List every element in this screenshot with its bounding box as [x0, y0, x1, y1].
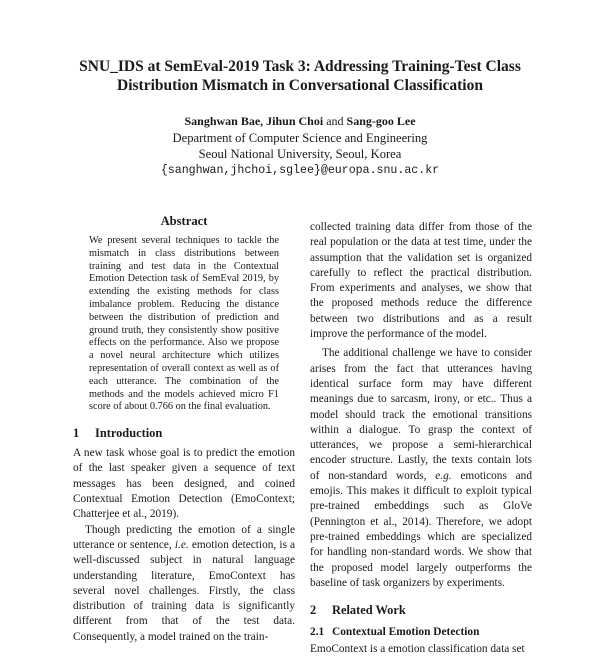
right-paragraph-2 — [310, 346, 532, 591]
right-p2-part-a: The additional challenge we have to consider arises from the fact that utterances having identical surface form may have different meanings due to sarcasm, irony, or etc.. Thus a model should track the emotional transitions within a dialogue. To grasp the context of utterances, we propose a semi-hierarchical encoder structure. Lastly, the texts contain lots of non-standard words, — [310, 347, 532, 482]
abstract-heading: Abstract — [160, 214, 208, 228]
section-number: 2 — [310, 603, 317, 618]
title-line-1: SNU_IDS at SemEval-2019 Task 3: Addressing Training-Test Class — [79, 58, 521, 75]
author-name-1: Sanghwan Bae, Jihun Choi — [184, 114, 324, 128]
intro-p2-ie: i.e. — [174, 538, 189, 551]
section-heading-related-work — [310, 603, 532, 618]
intro-paragraph-2 — [73, 523, 295, 645]
subsection-title: Contextual Emotion Detection — [332, 626, 480, 639]
section-heading-introduction — [73, 426, 295, 441]
right-p2-eg: e.g. — [435, 469, 452, 482]
intro-p2-part-b: emotion detection, is a well-discussed subject in natural language understanding literature, EmoContext has several novel challenges. Firstly, the class distribution of training data is significantly different from that of the test data. Consequently, a model trained on the train- — [73, 538, 295, 643]
right-paragraph-3: EmoContext is a emotion classification data set — [310, 643, 525, 656]
author-names — [70, 113, 530, 130]
left-column — [73, 214, 295, 645]
right-paragraph-1: collected training data differ from those of the real population or the data at test time, under the assumption that the validation set is organized carefully to reflect the practical distribution. From experiments and analyses, we show that the proposed methods reduce the difference between two distributions and as a result improve the performance of the model. — [310, 221, 532, 341]
intro-p2-part-a: Though predicting the emotion of a single utterance or sentence, — [73, 523, 295, 551]
intro-paragraph-1: A new task whose goal is to predict the emotion of the last speaker given a sequence of text messages has been designed, and coined Contextual Emotion Detection (EmoContext; Chatterjee et al., 2019). — [73, 447, 295, 521]
section-number: 1 — [73, 426, 80, 441]
author-name-2: Sang-goo Lee — [346, 114, 416, 128]
section-title: Introduction — [95, 426, 163, 441]
affiliation-department: Department of Computer Science and Engineering — [172, 130, 428, 145]
abstract-text: We present several techniques to tackle the mismatch in class distributions between training and test data in the Contextual Emotion Detection task of SemEval 2019, by extending the existing methods for class imbalance problem. Reducing the distance between the distribution of prediction and ground truth, they consistently show positive effects on the performance. Also we propose a novel neural architecture which utilizes representation of overall context as well as of each utterance. The combination of the methods and the models achieved micro F1 score of about 0.766 on the final evaluation. — [89, 235, 279, 413]
section-title: Related Work — [332, 603, 406, 618]
right-column — [310, 220, 532, 657]
subsection-number: 2.1 — [310, 626, 325, 639]
affiliation-university: Seoul National University, Seoul, Korea — [198, 147, 402, 161]
right-p2-part-b: emoticons and emojis. This makes it difficult to exploit typical pre-trained embeddings such as GloVe (Pennington et al., 2014). Therefore, we adopt pre-trained embeddings which are specialized for handling non-standard words. We show that the proposed model largely outperforms the baseline of task organizers by experiments. — [310, 469, 532, 589]
author-emails: {sanghwan,jhchoi,sglee}@europa.snu.ac.kr — [160, 163, 440, 177]
title-line-2: Distribution Mismatch in Conversational Classification — [117, 77, 483, 94]
author-and: and — [323, 114, 347, 128]
subsection-heading-contextual-emotion — [310, 626, 532, 638]
author-block — [70, 113, 530, 179]
paper-title — [70, 57, 530, 95]
